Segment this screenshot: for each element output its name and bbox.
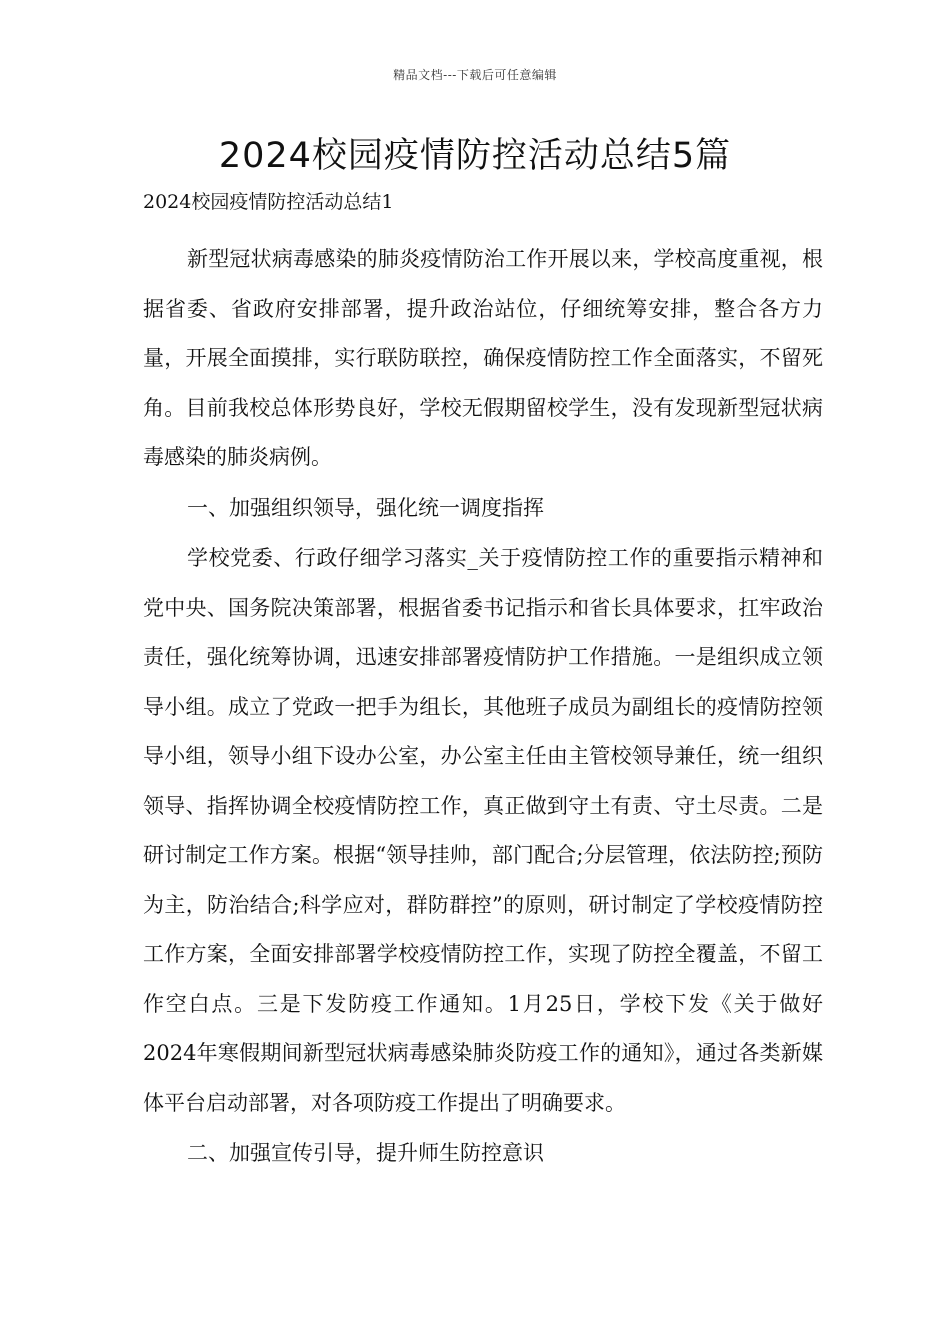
- header-note: 精品文档---下载后可任意编辑: [393, 68, 557, 82]
- document-title: 2024校园疫情防控活动总结5篇: [218, 136, 732, 176]
- section-heading-1: 一、加强组织领导，强化统一调度指挥: [187, 495, 544, 520]
- document-body: [143, 235, 823, 1179]
- section-subtitle: 2024校园疫情防控活动总结1: [143, 191, 394, 213]
- intro-paragraph: 新型冠状病毒感染的肺炎疫情防治工作开展以来，学校高度重视，根据省委、省政府安排部署，提升政治站位，仔细统筹安排，整合各方力量，开展全面摸排，实行联防联控，确保疫情防控工作全面落实，不留死角。目前我校总体形势良好，学校无假期留校学生，没有发现新型冠状病毒感染的肺炎病例。: [143, 247, 823, 469]
- body-paragraph: 学校党委、行政仔细学习落实_关于疫情防控工作的重要指示精神和党中央、国务院决策部署，根据省委书记指示和省长具体要求，扛牢政治责任，强化统筹协调，迅速安排部署疫情防护工作措施。一是组织成立领导小组。成立了党政一把手为组长，其他班子成员为副组长的疫情防控领导小组，领导小组下设办公室，办公室主任由主管校领导兼任，统一组织领导、指挥协调全校疫情防控工作，真正做到守土有责、守土尽责。二是研讨制定工作方案。根据“领导挂帅，部门配合;分层管理，依法防控;预防为主，防治结合;科学应对，群防群控”的原则，研讨制定了学校疫情防控工作方案，全面安排部署学校疫情防控工作，实现了防控全覆盖，不留工作空白点。三是下发防疫工作通知。1月25日，学校下发《关于做好2024年寒假期间新型冠状病毒感染肺炎防疫工作的通知》，通过各类新媒体平台启动部署，对各项防疫工作提出了明确要求。: [143, 546, 823, 1115]
- section-heading-2: 二、加强宣传引导，提升师生防控意识: [187, 1141, 544, 1165]
